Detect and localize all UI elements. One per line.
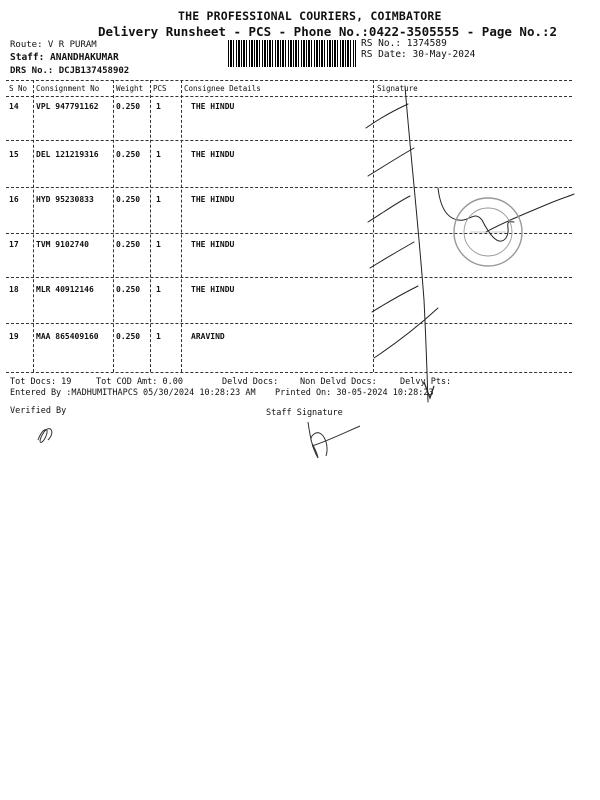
row-sno: 18 (9, 285, 19, 294)
row-pcs: 1 (156, 285, 161, 294)
row-sno: 14 (9, 102, 19, 111)
delivered-docs: Delvd Docs: (222, 377, 279, 387)
row-consignment: DEL 121219316 (36, 150, 99, 159)
stamp-icon (454, 198, 522, 266)
total-cod-amount: Tot COD Amt: 0.00 (96, 377, 183, 387)
barcode (228, 40, 356, 67)
row-sno: 19 (9, 332, 19, 341)
table-top-rule (6, 80, 572, 81)
row-consignee: THE HINDU (191, 102, 235, 111)
row-sno: 16 (9, 195, 19, 204)
col-divider (33, 80, 34, 372)
verified-signature (38, 429, 52, 443)
row-consignee: THE HINDU (191, 240, 235, 249)
row-consignment: TVM 9102740 (36, 240, 89, 249)
rs-date: RS Date: 30-May-2024 (361, 49, 476, 60)
row-consignment: VPL 947791162 (36, 102, 99, 111)
row-consignment: MLR 40912146 (36, 285, 94, 294)
entered-by: Entered By :MADHUMITHAPCS 05/30/2024 10:28:23 AM (10, 388, 256, 398)
row-pcs: 1 (156, 332, 161, 341)
col-divider (373, 80, 374, 372)
row-rule (6, 277, 572, 278)
col-header-weight: Weight (116, 84, 144, 93)
row-consignment: MAA 865409160 (36, 332, 99, 341)
row-weight: 0.250 (116, 195, 141, 204)
row-consignment: HYD 95230833 (36, 195, 94, 204)
staff-signature-label: Staff Signature (266, 408, 343, 418)
col-header-sno: S No (9, 84, 28, 93)
row-rule (6, 233, 572, 234)
row-pcs: 1 (156, 240, 161, 249)
drs-number: DRS No.: DCJB137458902 (10, 66, 130, 76)
col-divider (113, 80, 114, 372)
total-docs: Tot Docs: 19 (10, 377, 72, 387)
row-weight: 0.250 (116, 240, 141, 249)
runsheet-title: Delivery Runsheet - PCS - Phone No.:0422-3505555 - Page No.:2 (98, 24, 558, 39)
row-pcs: 1 (156, 150, 161, 159)
staff-signature (308, 422, 360, 458)
col-header-consignment: Consignment No (36, 84, 100, 93)
row-rule (6, 140, 572, 141)
col-divider (150, 80, 151, 372)
row-consignee: THE HINDU (191, 195, 235, 204)
row-rule (6, 372, 572, 373)
row-consignee: THE HINDU (191, 150, 235, 159)
row-consignee: ARAVIND (191, 332, 225, 341)
row-pcs: 1 (156, 102, 161, 111)
col-header-pcs: PCS (153, 84, 167, 93)
row-consignee: THE HINDU (191, 285, 235, 294)
non-delivered-docs: Non Delvd Docs: (300, 377, 377, 387)
row-pcs: 1 (156, 195, 161, 204)
row-weight: 0.250 (116, 102, 141, 111)
delivery-points: Delvy Pts: (400, 377, 452, 387)
row-weight: 0.250 (116, 332, 141, 341)
col-header-consignee: Consignee Details (184, 84, 261, 93)
header-bottom-rule (6, 96, 572, 97)
staff-label: Staff: ANANDHAKUMAR (10, 52, 119, 63)
row-weight: 0.250 (116, 150, 141, 159)
row-weight: 0.250 (116, 285, 141, 294)
route-label: Route: V R PURAM (10, 40, 97, 50)
rs-number: RS No.: 1374589 (361, 38, 447, 49)
row-rule (6, 323, 572, 324)
printed-on: Printed On: 30-05-2024 10:28:23 (275, 388, 434, 398)
row-rule (6, 187, 572, 188)
row-sno: 17 (9, 240, 19, 249)
verified-by-label: Verified By (10, 406, 67, 416)
col-header-signature: Signature (377, 84, 418, 93)
company-name: THE PROFESSIONAL COURIERS, COIMBATORE (178, 9, 442, 23)
col-divider (181, 80, 182, 372)
row-sno: 15 (9, 150, 19, 159)
